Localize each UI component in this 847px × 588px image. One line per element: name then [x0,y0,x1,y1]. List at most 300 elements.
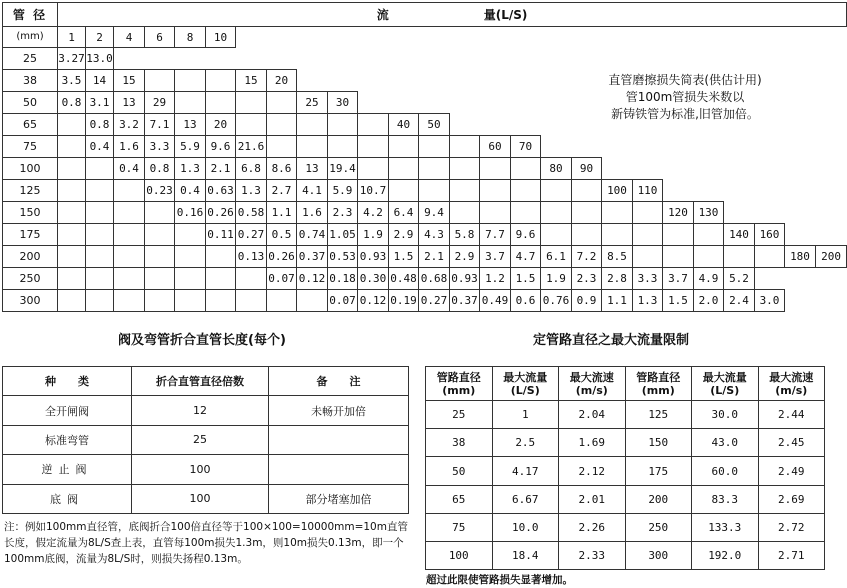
blank-area [541,136,847,158]
diameter-row [3,48,847,70]
valve-table [2,366,409,514]
loss-value-cell: 19.4 [328,158,358,180]
empty-cell [86,290,114,312]
flow-label: 2 [86,27,114,48]
limit-cell: 2.49 [758,457,825,485]
empty-cell [145,224,175,246]
diameter-cell: 150 [3,202,58,224]
loss-value-cell: 6.4 [389,202,419,224]
limit-cell: 2.04 [559,401,626,429]
limit-row [426,457,825,485]
loss-value-cell: 0.63 [206,180,236,202]
diameter-unit: (mm) [3,27,58,48]
loss-value-cell: 100 [602,180,633,202]
loss-value-cell: 90 [572,158,602,180]
empty-cell [297,136,328,158]
diameter-row [3,268,847,290]
loss-value-cell: 5.2 [724,268,755,290]
limit-cell: 2.01 [559,485,626,513]
valve-multiple: 100 [132,484,269,513]
empty-cell [724,246,755,268]
loss-value-cell: 5.9 [328,180,358,202]
empty-cell [450,202,480,224]
loss-value-cell: 0.37 [297,246,328,268]
limit-header-text: 最大流速 [769,370,814,384]
empty-cell [480,202,511,224]
loss-value-cell: 0.76 [541,290,572,312]
loss-value-cell: 8.5 [602,246,633,268]
loss-value-cell: 0.12 [297,268,328,290]
loss-value-cell: 2.7 [267,180,297,202]
blank-area [785,224,847,246]
loss-value-cell: 2.1 [419,246,450,268]
diameter-cell: 100 [3,158,58,180]
valve-multiple: 25 [132,425,269,454]
diameter-row [3,202,847,224]
valve-row [3,484,409,513]
empty-cell [389,158,419,180]
limit-cell: 250 [625,513,692,541]
limit-row [426,513,825,541]
blank-area [114,48,847,70]
loss-value-cell: 9.4 [419,202,450,224]
limit-cell: 100 [426,541,493,569]
limit-cell: 83.3 [692,485,759,513]
empty-cell [511,180,541,202]
flow-label: 1 [58,27,86,48]
empty-cell [58,114,86,136]
loss-value-cell: 0.07 [267,268,297,290]
empty-cell [389,136,419,158]
loss-value-cell: 10.7 [358,180,389,202]
flow-header-part-1: 流 [376,7,389,22]
valve-header-row [3,367,409,396]
empty-cell [145,70,175,92]
loss-value-cell: 1.3 [175,158,206,180]
empty-cell [267,114,297,136]
valve-multiple: 12 [132,396,269,425]
empty-cell [206,268,236,290]
loss-value-cell: 0.27 [236,224,267,246]
empty-cell [389,180,419,202]
limit-cell: 150 [625,429,692,457]
empty-cell [175,92,206,114]
empty-cell [755,246,785,268]
flow-label: 10 [206,27,236,48]
empty-cell [114,268,145,290]
limit-header-text: 最大流量 [702,370,747,384]
limit-cell: 6.67 [492,485,559,513]
blank-area [602,158,847,180]
limit-cell: 1.69 [559,429,626,457]
empty-cell [480,158,511,180]
loss-value-cell: 1.05 [328,224,358,246]
loss-value-cell: 0.9 [572,290,602,312]
loss-value-cell: 9.6 [206,136,236,158]
empty-cell [663,224,694,246]
loss-value-cell: 1.5 [663,290,694,312]
loss-value-cell: 13 [175,114,206,136]
empty-cell [236,290,267,312]
valve-multiple: 100 [132,455,269,484]
header-row-2 [3,27,847,48]
loss-value-cell: 0.18 [328,268,358,290]
loss-value-cell: 3.7 [480,246,511,268]
limit-cell: 2.26 [559,513,626,541]
limit-cell: 2.44 [758,401,825,429]
loss-value-cell: 2.8 [602,268,633,290]
diameter-cell: 300 [3,290,58,312]
diameter-cell: 25 [3,48,58,70]
empty-cell [541,180,572,202]
limit-cell: 2.45 [758,429,825,457]
valve-table-title: 阀及弯管折合直管长度(每个) [118,333,286,348]
loss-value-cell: 140 [724,224,755,246]
empty-cell [297,290,328,312]
limit-header-unit: (mm) [442,383,476,397]
empty-cell [511,158,541,180]
limit-cell: 10.0 [492,513,559,541]
empty-cell [58,268,86,290]
limit-cell: 50 [426,457,493,485]
limit-cell: 4.17 [492,457,559,485]
loss-value-cell: 1.2 [480,268,511,290]
diameter-row [3,180,847,202]
loss-value-cell: 0.93 [358,246,389,268]
loss-value-cell: 2.4 [724,290,755,312]
loss-value-cell: 1.6 [297,202,328,224]
empty-cell [175,224,206,246]
diameter-row [3,246,847,268]
empty-cell [86,202,114,224]
loss-value-cell: 0.8 [145,158,175,180]
limit-header-unit: (L/S) [510,383,540,397]
limit-cell: 2.72 [758,513,825,541]
empty-cell [358,136,389,158]
valve-kind: 全开闸阀 [3,396,132,425]
limit-header [426,367,493,401]
loss-value-cell: 1.3 [236,180,267,202]
diameter-cell: 65 [3,114,58,136]
loss-value-cell: 5.8 [450,224,480,246]
limit-row [426,429,825,457]
loss-value-cell: 0.68 [419,268,450,290]
loss-value-cell: 2.1 [206,158,236,180]
flow-header [58,3,847,27]
empty-cell [206,92,236,114]
loss-value-cell: 15 [236,70,267,92]
empty-cell [114,180,145,202]
loss-value-cell: 1.9 [358,224,389,246]
limit-cell: 192.0 [692,541,759,569]
note-line-3: 新铸铁管为标准,旧管加倍。 [611,107,759,121]
loss-value-cell: 120 [663,202,694,224]
empty-cell [236,268,267,290]
empty-cell [450,136,480,158]
diameter-cell: 125 [3,180,58,202]
loss-value-cell: 13 [297,158,328,180]
limit-table-title: 定管路直径之最大流量限制 [533,333,690,348]
header-blank-area [236,27,847,48]
empty-cell [58,246,86,268]
empty-cell [58,158,86,180]
loss-value-cell: 0.93 [450,268,480,290]
loss-value-cell: 6.1 [541,246,572,268]
loss-value-cell: 40 [389,114,419,136]
empty-cell [663,246,694,268]
diameter-row [3,158,847,180]
loss-value-cell: 0.48 [389,268,419,290]
valve-row [3,455,409,484]
diameter-cell: 75 [3,136,58,158]
empty-cell [328,114,358,136]
friction-note [560,72,810,123]
empty-cell [541,202,572,224]
loss-value-cell: 3.0 [755,290,785,312]
valve-header-multiple: 折合直管直径倍数 [132,367,269,396]
loss-value-cell: 20 [267,70,297,92]
loss-value-cell: 4.1 [297,180,328,202]
loss-value-cell: 2.9 [450,246,480,268]
loss-value-cell: 110 [633,180,663,202]
loss-value-cell: 0.27 [419,290,450,312]
loss-value-cell: 3.27 [58,48,86,70]
limit-cell: 30.0 [692,401,759,429]
empty-cell [58,290,86,312]
limit-cell: 175 [625,457,692,485]
limit-header-text: 管路直径 [636,370,681,384]
loss-value-cell: 13 [114,92,145,114]
empty-cell [206,246,236,268]
loss-value-cell: 30 [328,92,358,114]
blank-area [724,202,847,224]
friction-table-body [3,3,847,312]
loss-value-cell: 0.12 [358,290,389,312]
valve-remark: 未畅开加倍 [269,396,409,425]
blank-area [785,290,847,312]
empty-cell [480,180,511,202]
valve-header-kind: 种 类 [3,367,132,396]
limit-cell: 60.0 [692,457,759,485]
valve-footnote: 注：例如100mm直径管，底阀折合100倍直径等于100×100=10000mm=10m直管长度，假定流量为8L/S查上表，直管每100m损失1.3m，则10m损失0.13m，即一个100mm底阀，流量为8L/S时，则损失扬程0.13m。 [4,521,408,565]
diameter-row [3,224,847,246]
limit-cell: 38 [426,429,493,457]
empty-cell [86,246,114,268]
limit-header-text: 最大流速 [569,370,614,384]
diameter-cell: 38 [3,70,58,92]
note-line-1: 直管磨擦损失简表(供估计用) [608,73,762,87]
empty-cell [175,268,206,290]
loss-value-cell: 5.9 [175,136,206,158]
diameter-row [3,290,847,312]
loss-value-cell: 0.49 [480,290,511,312]
loss-value-cell: 0.13 [236,246,267,268]
loss-value-cell: 0.07 [328,290,358,312]
empty-cell [206,70,236,92]
limit-cell: 133.3 [692,513,759,541]
empty-cell [236,92,267,114]
loss-value-cell: 14 [86,70,114,92]
loss-value-cell: 9.6 [511,224,541,246]
loss-value-cell: 0.8 [86,114,114,136]
loss-value-cell: 200 [816,246,847,268]
limit-cell: 75 [426,513,493,541]
loss-value-cell: 3.2 [114,114,145,136]
loss-value-cell: 4.7 [511,246,541,268]
loss-value-cell: 0.30 [358,268,389,290]
loss-value-cell: 0.4 [175,180,206,202]
limit-cell: 2.33 [559,541,626,569]
limit-header-text: 最大流量 [503,370,548,384]
loss-value-cell: 21.6 [236,136,267,158]
loss-value-cell: 0.11 [206,224,236,246]
loss-value-cell: 4.9 [694,268,724,290]
limit-cell: 2.12 [559,457,626,485]
empty-cell [86,224,114,246]
loss-value-cell: 3.3 [633,268,663,290]
empty-cell [358,158,389,180]
loss-value-cell: 8.6 [267,158,297,180]
empty-cell [175,246,206,268]
diameter-cell: 200 [3,246,58,268]
empty-cell [267,92,297,114]
loss-value-cell: 0.53 [328,246,358,268]
loss-value-cell: 0.16 [175,202,206,224]
limit-row [426,485,825,513]
loss-value-cell: 0.23 [145,180,175,202]
loss-value-cell: 180 [785,246,816,268]
valve-row [3,425,409,454]
empty-cell [145,268,175,290]
flow-label: 6 [145,27,175,48]
loss-value-cell: 3.1 [86,92,114,114]
limit-cell: 2.69 [758,485,825,513]
empty-cell [694,224,724,246]
loss-value-cell: 0.37 [450,290,480,312]
loss-value-cell: 2.0 [694,290,724,312]
empty-cell [267,136,297,158]
empty-cell [175,290,206,312]
loss-value-cell: 3.3 [145,136,175,158]
empty-cell [358,114,389,136]
loss-value-cell: 0.8 [58,92,86,114]
limit-row [426,541,825,569]
empty-cell [602,202,633,224]
flow-label: 4 [114,27,145,48]
loss-value-cell: 3.7 [663,268,694,290]
header-row-1 [3,3,847,27]
valve-row [3,396,409,425]
empty-cell [602,224,633,246]
limit-header [492,367,559,401]
valve-remark: 部分堵塞加倍 [269,484,409,513]
loss-value-cell: 1.9 [541,268,572,290]
empty-cell [58,224,86,246]
empty-cell [419,158,450,180]
loss-value-cell: 4.2 [358,202,389,224]
empty-cell [633,246,663,268]
empty-cell [236,114,267,136]
loss-value-cell: 2.3 [328,202,358,224]
loss-value-cell: 2.9 [389,224,419,246]
limit-note: 超过此限使管路损失显著增加。 [426,574,573,586]
valve-kind: 逆止阀 [3,455,132,484]
loss-value-cell: 1.6 [114,136,145,158]
loss-value-cell: 130 [694,202,724,224]
loss-value-cell: 70 [511,136,541,158]
empty-cell [145,290,175,312]
empty-cell [694,246,724,268]
empty-cell [419,136,450,158]
valve-header-remark: 备 注 [269,367,409,396]
loss-value-cell: 13.0 [86,48,114,70]
limit-header [625,367,692,401]
diameter-cell: 250 [3,268,58,290]
empty-cell [328,136,358,158]
empty-cell [541,224,572,246]
empty-cell [86,180,114,202]
loss-value-cell: 25 [297,92,328,114]
limit-header-unit: (m/s) [775,383,808,397]
loss-value-cell: 0.4 [86,136,114,158]
loss-value-cell: 50 [419,114,450,136]
loss-value-cell: 160 [755,224,785,246]
limit-table-body [426,401,825,570]
valve-kind: 标准弯管 [3,425,132,454]
diameter-row [3,136,847,158]
loss-value-cell: 1.1 [602,290,633,312]
loss-value-cell: 1.1 [267,202,297,224]
limit-cell: 300 [625,541,692,569]
empty-cell [450,180,480,202]
loss-value-cell: 0.58 [236,202,267,224]
loss-value-cell: 4.3 [419,224,450,246]
empty-cell [114,290,145,312]
loss-value-cell: 6.8 [236,158,267,180]
limit-cell: 125 [625,401,692,429]
limit-header-unit: (m/s) [575,383,608,397]
limit-header [758,367,825,401]
loss-value-cell: 1.5 [511,268,541,290]
empty-cell [572,180,602,202]
limit-cell: 2.5 [492,429,559,457]
valve-remark [269,425,409,454]
loss-value-cell: 80 [541,158,572,180]
empty-cell [175,70,206,92]
empty-cell [572,202,602,224]
limit-header [692,367,759,401]
limit-header-unit: (L/S) [710,383,740,397]
empty-cell [511,202,541,224]
empty-cell [58,180,86,202]
loss-value-cell: 0.5 [267,224,297,246]
empty-cell [206,290,236,312]
limit-cell: 2.71 [758,541,825,569]
blank-area [755,268,847,290]
loss-value-cell: 2.3 [572,268,602,290]
limit-cell: 200 [625,485,692,513]
limit-header-text: 管路直径 [436,370,481,384]
limit-header-unit: (mm) [641,383,675,397]
limit-header [559,367,626,401]
loss-value-cell: 1.3 [633,290,663,312]
empty-cell [114,224,145,246]
empty-cell [450,158,480,180]
note-line-2: 管100m管损失米数以 [625,90,745,104]
limit-cell: 18.4 [492,541,559,569]
empty-cell [145,246,175,268]
loss-value-cell: 0.26 [206,202,236,224]
